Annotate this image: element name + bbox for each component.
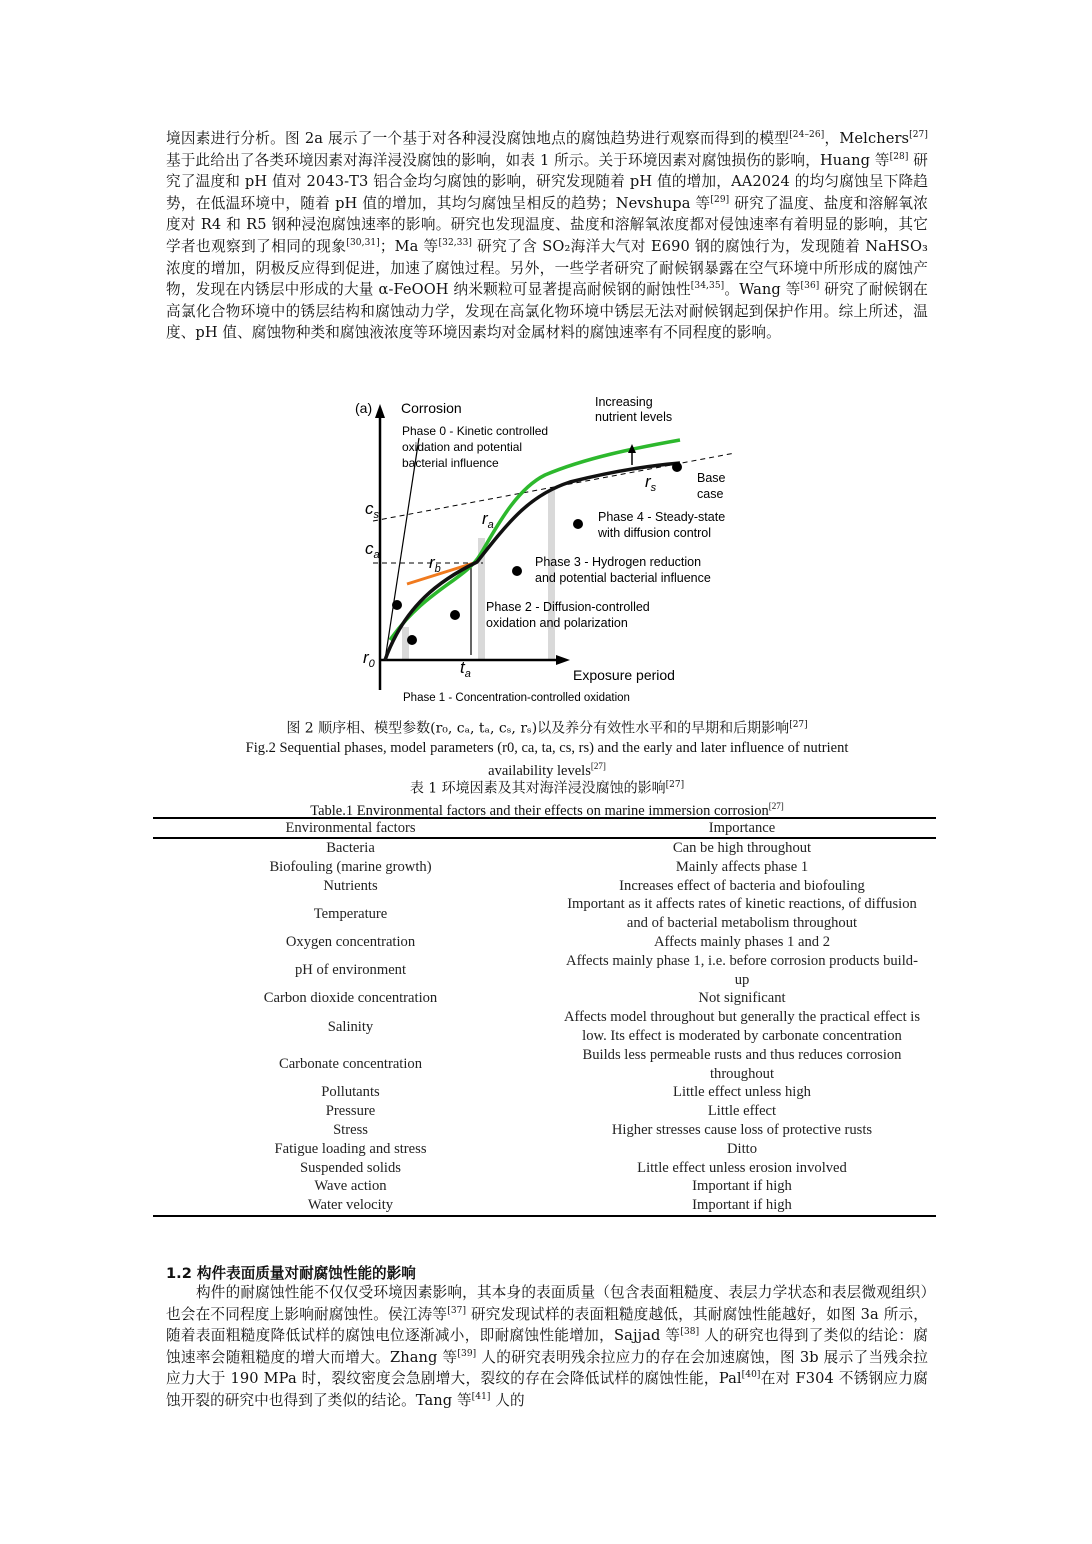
importance-cell: Little effect unless high: [673, 1084, 811, 1101]
importance-cell: Important as it affects rates of kinetic reactions, of diffusion and of bacterial metabolism throughout: [567, 896, 917, 932]
factor-cell: Water velocity: [153, 1196, 548, 1216]
table-row: [153, 858, 936, 877]
text-run: 研究了含 SO₂海洋大气对 E690 钢的腐蚀行为，发现随着 NaHSO₃浓度的增加，阴极反应得到促进，加速了腐蚀过程。另外，一些学者研究了耐候钢暴露在空气环境中所形成的腐蚀产物，发现在内锈层中形成的大量 α-FeOOH 纳米颗粒可显著提高耐候钢的耐蚀性: [166, 237, 928, 299]
factor-cell: Pressure: [325, 1103, 376, 1120]
text-run: 研究发现试样的表面粗糙度越低，其耐腐蚀性能越好，如图 3a 所示，随着表面粗糙度降低试样的腐蚀电位逐渐减小，即耐腐蚀性能增加，Sajjad 等: [166, 1305, 929, 1345]
svg-text:cs: $c_s$: [365, 499, 379, 521]
importance-cell: Affects mainly phase 1, i.e. before corrosion products build-up: [566, 952, 918, 988]
text-run: 基于此给出了各类环境因素对海洋浸没腐蚀的影响，如表 1 所示。关于环境因素对腐蚀损伤的影响，Huang 等: [166, 151, 890, 169]
svg-text:oxidation and polarization: oxidation and polarization: [486, 616, 628, 630]
importance-cell: Increases effect of bacteria and biofouling: [619, 877, 865, 894]
text-run: 在对 F304 不锈钢应力腐蚀开裂的研究中也得到了类似的结论。Tang 等: [166, 1370, 928, 1409]
importance-cell: Can be high throughout: [672, 840, 812, 856]
svg-text:ra: $r_a$: [482, 509, 494, 531]
table-row: [153, 1196, 936, 1216]
citation-ref: [34,35]: [690, 281, 725, 292]
svg-text:Increasing: Increasing: [595, 395, 653, 409]
citation-ref: [39]: [457, 1348, 477, 1359]
table-caption-cn: 表 1 环境因素及其对海洋浸没腐蚀的影响[27]: [409, 780, 685, 797]
importance-cell: Important if high: [548, 1196, 936, 1216]
citation-ref: [24–26]: [789, 130, 825, 141]
importance-cell: Builds less permeable rusts and thus reduces corrosion throughout: [582, 1046, 902, 1082]
text-run: 研究了温度和 pH 值对 2043-T3 铝合金均匀腐蚀的影响，研究发现随着 pH 值的增加，AA2024 的均匀腐蚀呈下降趋势，在低温环境中，随着 pH 值的增加，其均匀腐蚀呈相反的趋势；Nevshupa 等: [166, 151, 928, 212]
factor-cell: Suspended solids: [300, 1159, 401, 1176]
svg-text:Exposure period: Exposure period: [573, 667, 675, 683]
table-row: [153, 933, 936, 952]
table-row: [153, 1140, 936, 1159]
text-run: 研究了温度、盐度和溶解氧浓度对 R4 和 R5 钢种浸泡腐蚀速率的影响。研究也发现温度、盐度和溶解氧浓度都对侵蚀速率有着明显的影响，其它学者也观察到了相同的现象: [166, 194, 929, 255]
citation-ref: [27]: [909, 130, 928, 141]
factor-cell: Carbonate concentration: [278, 1056, 423, 1073]
table-row: [153, 838, 936, 858]
importance-cell: Ditto: [727, 1140, 757, 1157]
importance-cell: Affects mainly phases 1 and 2: [653, 933, 831, 950]
svg-text:Corrosion: Corrosion: [401, 400, 462, 416]
figure-caption-cn: 图 2 顺序相、模型参数(r₀, cₐ, tₐ, cₛ, rₛ)以及养分有效性水平和的早期和后期影响[27]: [286, 720, 808, 737]
phase1-dot: [407, 635, 417, 645]
phase4-dot: [573, 519, 583, 529]
phase3-dot: [512, 566, 522, 576]
svg-text:bacterial influence: bacterial influence: [402, 456, 499, 470]
importance-cell: Higher stresses cause loss of protective rusts: [611, 1121, 873, 1138]
svg-text:case: case: [697, 487, 724, 501]
importance-cell: Little effect unless erosion involved: [637, 1159, 847, 1176]
table-row: [153, 1102, 936, 1121]
svg-text:Phase 4 - Steady-state: Phase 4 - Steady-state: [598, 510, 726, 524]
svg-text:Phase 1 - Concentration-contro: Phase 1 - Concentration-controlled oxidation: [403, 692, 630, 704]
importance-cell: Little effect: [707, 1103, 777, 1120]
phase2-dot: [450, 610, 460, 620]
citation-ref: [28]: [889, 151, 909, 162]
svg-text:with diffusion control: with diffusion control: [598, 526, 712, 540]
citation-ref: [32,33]: [438, 238, 473, 249]
svg-text:rs: $r_s$: [645, 472, 657, 494]
citation-ref: [38]: [680, 1327, 700, 1338]
svg-text:Base: Base: [697, 471, 726, 485]
section-paragraph: [166, 1282, 928, 1412]
svg-text:(a): (a): [355, 400, 373, 416]
corrosion-phase-figure: [345, 390, 745, 712]
table-row: [153, 895, 936, 933]
svg-text:nutrient levels: nutrient levels: [595, 410, 673, 424]
importance-cell: Not significant: [698, 990, 786, 1007]
table-row: [153, 1121, 936, 1140]
citation-ref: [30,31]: [346, 238, 380, 249]
text-run: 人的研究也得到了类似的结论：腐蚀速率会随粗糙度的增大而增大。Zhang 等: [166, 1327, 928, 1366]
table-caption-en: Table.1 Environmental factors and their effects on marine immersion corrosion[27]: [310, 801, 784, 819]
factor-cell: Bacteria: [326, 840, 375, 856]
table-row: [153, 1046, 936, 1084]
table-row: [153, 1008, 936, 1046]
factor-cell: Fatigue loading and stress: [274, 1140, 427, 1157]
factor-cell: Oxygen concentration: [285, 933, 416, 950]
svg-text:rb: $r_b$: [429, 553, 441, 575]
table-header-row: [153, 818, 936, 838]
importance-cell: Affects model throughout but generally the practical effect is low. Its effect is moderated by carbonate concentration: [563, 1009, 921, 1044]
table-row: [153, 989, 936, 1008]
intro-paragraph: [166, 128, 928, 344]
text-run: ；Ma 等: [379, 237, 439, 255]
text-run: 研究了耐候钢在高氯化合物环境中的锈层结构和腐蚀动力学，发现在高氯化物环境中锈层无法对耐候钢起到保护作用。综上所述，温度、pH 值、腐蚀物种类和腐蚀液浓度等环境因素均对金属材料的腐蚀速率有不同程度的影响。: [166, 281, 928, 342]
svg-text:Phase 0 - Kinetic controlled: Phase 0 - Kinetic controlled: [402, 424, 549, 438]
phase-band-1: [402, 627, 409, 660]
factor-cell: Nutrients: [323, 877, 378, 894]
table-row: [153, 1177, 936, 1196]
svg-text:ta: $t_a$: [460, 658, 471, 680]
citation-ref: [36]: [800, 281, 820, 292]
importance-cell: Important if high: [692, 1178, 792, 1195]
citation-ref: [41]: [471, 1392, 491, 1403]
svg-text:Phase 2 - Diffusion-controlled: Phase 2 - Diffusion-controlled: [486, 600, 650, 614]
citation-ref: [40]: [741, 1370, 761, 1381]
citation-ref: [29]: [710, 194, 730, 205]
figure-caption-en: Fig.2 Sequential phases, model parameters (r0, ca, ta, cs, rs) and the early and later influence of nutrient availability levels[27]: [245, 740, 849, 779]
table-header: Importance: [548, 818, 936, 838]
text-run: 人的研究表明残余拉应力的存在会加速腐蚀，图 3b 展示了当残余拉应力大于 190 MPa 时，裂纹密度会急剧增大，裂纹的存在会降低试样的腐蚀性能，Pal: [166, 1348, 928, 1388]
table-header: Environmental factors: [153, 818, 548, 838]
svg-text:ca: $c_a$: [365, 539, 380, 561]
factor-cell: Carbon dioxide concentration: [263, 990, 438, 1007]
factor-cell: pH of environment: [294, 962, 407, 979]
factor-cell: Biofouling (marine growth): [269, 858, 432, 875]
factor-cell: Temperature: [313, 905, 388, 922]
text-run: 构件的耐腐蚀性能不仅仅受环境因素影响，其本身的表面质量（包含表面粗糙度、表层力学状态和表层微观组织）也会在不同程度上影响耐腐蚀性。侯江涛等: [166, 1284, 928, 1323]
text-run: 。Wang 等: [724, 281, 801, 299]
svg-text:Phase 3 - Hydrogen reduction: Phase 3 - Hydrogen reduction: [535, 555, 702, 569]
environment-factors-table: [153, 817, 936, 1217]
factor-cell: Pollutants: [321, 1084, 380, 1101]
base-dot: [672, 462, 682, 472]
svg-text:oxidation and potential: oxidation and potential: [402, 440, 523, 454]
table-row: [153, 952, 936, 990]
table-row: [153, 1083, 936, 1102]
citation-ref: [37]: [447, 1305, 467, 1316]
table-row: [153, 1159, 936, 1178]
svg-text:r0: $r_0$: [363, 648, 375, 670]
text-run: 境因素进行分析。图 2a 展示了一个基于对各种浸没腐蚀地点的腐蚀趋势进行观察而得到的模型: [166, 130, 790, 147]
section-heading: 1.2 构件表面质量对耐腐蚀性能的影响: [166, 1265, 416, 1282]
importance-cell: Mainly affects phase 1: [675, 858, 809, 875]
table-row: [153, 877, 936, 896]
factor-cell: Stress: [333, 1121, 368, 1138]
phase0-dot: [392, 600, 402, 610]
text-run: 人的: [490, 1391, 525, 1409]
svg-text:and potential bacterial influe: and potential bacterial influence: [535, 571, 711, 585]
factor-cell: Salinity: [327, 1018, 374, 1035]
factor-cell: Wave action: [314, 1178, 387, 1195]
text-run: ，Melchers: [824, 130, 910, 147]
